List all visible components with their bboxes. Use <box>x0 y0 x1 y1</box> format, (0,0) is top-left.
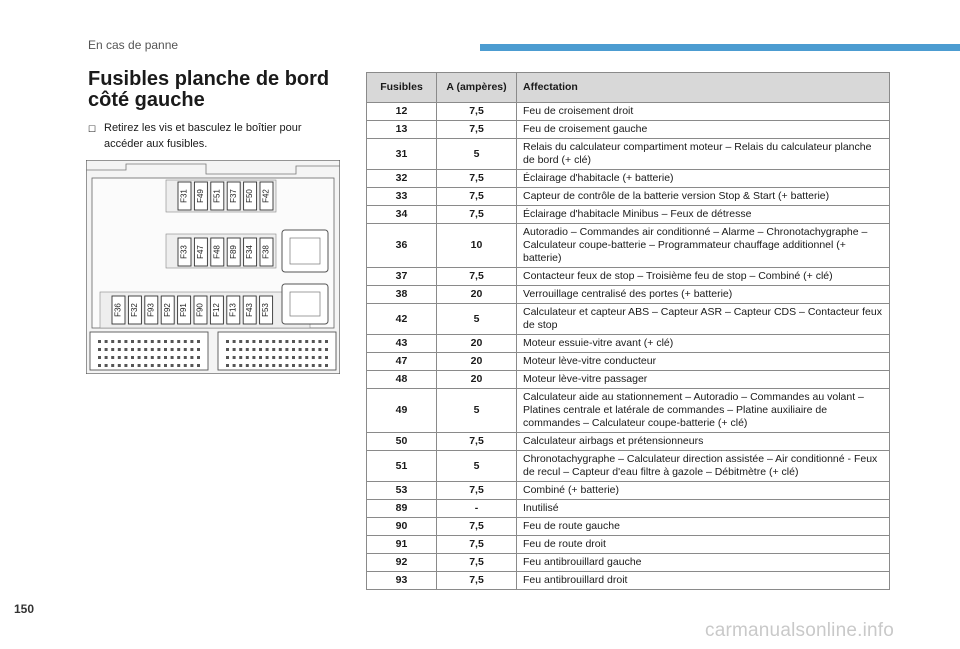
connector-pin <box>197 364 200 367</box>
connector-pin <box>325 348 328 351</box>
fuse-amperage: 20 <box>437 353 517 371</box>
connector-pin <box>299 364 302 367</box>
connector-pin <box>171 356 174 359</box>
connector-pin <box>111 356 114 359</box>
connector-pin <box>299 348 302 351</box>
connector-pin <box>118 356 121 359</box>
fuse-amperage: 7,5 <box>437 518 517 536</box>
connector-pin <box>239 348 242 351</box>
connector-pin <box>325 340 328 343</box>
connector-pin <box>118 364 121 367</box>
connector-pin <box>111 364 114 367</box>
fuse-number: 42 <box>367 304 437 335</box>
fuse-label: F34 <box>245 245 255 259</box>
fuse-number: 33 <box>367 188 437 206</box>
table-row <box>367 371 890 389</box>
fuse-amperage: 7,5 <box>437 121 517 139</box>
connector-pin <box>124 348 127 351</box>
section-header: En cas de panne <box>88 38 179 52</box>
connector-pin <box>164 364 167 367</box>
fuse-label: F13 <box>228 303 238 317</box>
fuse-number: 43 <box>367 335 437 353</box>
fuse-amperage: 7,5 <box>437 188 517 206</box>
table-row <box>367 286 890 304</box>
connector-pin <box>131 340 134 343</box>
fuse-number: 48 <box>367 371 437 389</box>
fuse-label: F49 <box>196 189 206 203</box>
fuse-number: 34 <box>367 206 437 224</box>
connector-pin <box>105 348 108 351</box>
fuse-amperage: - <box>437 500 517 518</box>
fuse-label: F31 <box>179 189 189 203</box>
connector-pin <box>305 356 308 359</box>
fuse-number: 31 <box>367 139 437 170</box>
fuse-label: F48 <box>212 245 222 259</box>
connector-pin <box>226 340 229 343</box>
connector-pin <box>272 340 275 343</box>
connector-pin <box>279 364 282 367</box>
connector-pin <box>118 348 121 351</box>
connector-pin <box>177 364 180 367</box>
fuse-label: F42 <box>261 189 271 203</box>
fuse-amperage: 10 <box>437 224 517 268</box>
fuse-label: F38 <box>261 245 271 259</box>
table-row <box>367 482 890 500</box>
connector-pin <box>305 364 308 367</box>
table-row <box>367 353 890 371</box>
connector-pin <box>144 348 147 351</box>
fuse-assignment: Contacteur feux de stop – Troisième feu de stop – Combiné (+ clé) <box>517 268 890 286</box>
connector-pin <box>190 364 193 367</box>
connector-pin <box>312 364 315 367</box>
fuse-assignment: Moteur lève-vitre passager <box>517 371 890 389</box>
fuse-number: 89 <box>367 500 437 518</box>
connector-pin <box>246 340 249 343</box>
fuse-label: F53 <box>261 303 271 317</box>
watermark: carmanualsonline.info <box>705 620 895 641</box>
connector-pin <box>252 348 255 351</box>
header-accent-bar <box>480 44 960 51</box>
connector-pin <box>164 340 167 343</box>
connector-pin <box>144 364 147 367</box>
connector-pin <box>292 364 295 367</box>
connector-pin <box>233 364 236 367</box>
connector-pin <box>197 348 200 351</box>
connector-pin <box>312 356 315 359</box>
connector-pin <box>105 340 108 343</box>
connector-pin <box>266 348 269 351</box>
fuse-number: 38 <box>367 286 437 304</box>
connector-pin <box>233 348 236 351</box>
fuse-assignment: Feu antibrouillard gauche <box>517 554 890 572</box>
fuse-label: F43 <box>244 303 254 317</box>
column-header-assignment: Affectation <box>517 73 890 103</box>
fuse-amperage: 20 <box>437 335 517 353</box>
fuse-number: 91 <box>367 536 437 554</box>
fuse-label: F93 <box>146 303 156 317</box>
fuse-number: 13 <box>367 121 437 139</box>
fuse-assignment: Feu antibrouillard droit <box>517 572 890 590</box>
connector-pin <box>305 348 308 351</box>
connector-pin <box>105 364 108 367</box>
fuse-label: F12 <box>212 303 222 317</box>
connector-pin <box>98 364 101 367</box>
connector-pin <box>157 356 160 359</box>
connector-pin <box>111 340 114 343</box>
connector-pin <box>279 348 282 351</box>
connector-pin <box>138 348 141 351</box>
connector-pin <box>111 348 114 351</box>
connector-pin <box>292 348 295 351</box>
connector-pin <box>299 340 302 343</box>
connector-pin <box>184 348 187 351</box>
fuse-amperage: 7,5 <box>437 433 517 451</box>
fuse-assignment: Relais du calculateur compartiment moteur – Relais du calculateur planche de bord (+ clé) <box>517 139 890 170</box>
connector-pin <box>259 340 262 343</box>
connector-pin <box>184 356 187 359</box>
connector-pin <box>246 348 249 351</box>
fuse-assignment: Verrouillage centralisé des portes (+ batterie) <box>517 286 890 304</box>
connector-pin <box>246 356 249 359</box>
connector-pin <box>177 348 180 351</box>
table-row <box>367 389 890 433</box>
connector-pin <box>118 340 121 343</box>
connector-pin <box>124 340 127 343</box>
connector-pin <box>226 356 229 359</box>
connector-pin <box>131 356 134 359</box>
fuse-number: 36 <box>367 224 437 268</box>
connector-pin <box>226 364 229 367</box>
fuse-assignment: Chronotachygraphe – Calculateur direction assistée – Air conditionné - Feux de recul – Capteur d'eau filtre à gazole – Débitmètre (+ clé) <box>517 451 890 482</box>
connector-pin <box>131 364 134 367</box>
connector-pin <box>299 356 302 359</box>
connector-pin <box>279 356 282 359</box>
connector-pin <box>312 348 315 351</box>
fuse-amperage: 7,5 <box>437 536 517 554</box>
connector-pin <box>285 348 288 351</box>
fuse-table <box>366 72 890 590</box>
fuse-number: 92 <box>367 554 437 572</box>
connector-pin <box>318 340 321 343</box>
connector-pin <box>171 348 174 351</box>
connector-pin <box>239 364 242 367</box>
connector-pin <box>318 348 321 351</box>
connector-pin <box>98 348 101 351</box>
fuse-assignment: Calculateur et capteur ABS – Capteur ASR – Capteur CDS – Contacteur feux de stop <box>517 304 890 335</box>
instruction-item <box>88 120 338 152</box>
fuse-assignment: Calculateur airbags et prétensionneurs <box>517 433 890 451</box>
connector-pin <box>246 364 249 367</box>
fuse-assignment: Capteur de contrôle de la batterie version Stop & Start (+ batterie) <box>517 188 890 206</box>
table-row <box>367 335 890 353</box>
connector-pin <box>266 356 269 359</box>
connector-pin <box>164 348 167 351</box>
connector-pin <box>233 356 236 359</box>
fuse-amperage: 7,5 <box>437 170 517 188</box>
connector-pin <box>312 340 315 343</box>
column-header-fuses: Fusibles <box>367 73 437 103</box>
connector-pin <box>164 356 167 359</box>
connector-pin <box>184 340 187 343</box>
fuse-table-body <box>367 103 890 590</box>
fuse-assignment: Feu de route gauche <box>517 518 890 536</box>
fuse-assignment: Autoradio – Commandes air conditionné – Alarme – Chronotachygraphe – Calculateur coupe-batterie – Programmateur chauffage additionnel (+ batterie) <box>517 224 890 268</box>
fuse-label: F47 <box>196 245 206 259</box>
table-row <box>367 451 890 482</box>
fuse-amperage: 5 <box>437 389 517 433</box>
connector-pin <box>157 348 160 351</box>
fuse-assignment: Feu de croisement gauche <box>517 121 890 139</box>
fuse-assignment: Éclairage d'habitacle Minibus – Feux de détresse <box>517 206 890 224</box>
connector-pin <box>272 348 275 351</box>
table-row <box>367 206 890 224</box>
fuse-label: F33 <box>179 245 189 259</box>
table-row <box>367 536 890 554</box>
fuse-label: F32 <box>130 303 140 317</box>
fuse-amperage: 5 <box>437 451 517 482</box>
fuse-number: 12 <box>367 103 437 121</box>
connector-pin <box>252 340 255 343</box>
connector-pin <box>266 364 269 367</box>
fuse-assignment: Feu de route droit <box>517 536 890 554</box>
connector-pin <box>279 340 282 343</box>
table-row <box>367 518 890 536</box>
connector-pin <box>138 364 141 367</box>
connector-pin <box>272 356 275 359</box>
fuse-number: 51 <box>367 451 437 482</box>
connector-pin <box>124 364 127 367</box>
table-row <box>367 170 890 188</box>
fuse-label: F92 <box>162 303 172 317</box>
connector-pin <box>318 356 321 359</box>
connector-pin <box>318 364 321 367</box>
fuse-assignment: Feu de croisement droit <box>517 103 890 121</box>
table-row <box>367 224 890 268</box>
connector-pin <box>98 340 101 343</box>
connector-pin <box>259 364 262 367</box>
fuse-number: 53 <box>367 482 437 500</box>
connector-pin <box>259 348 262 351</box>
fuse-assignment: Inutilisé <box>517 500 890 518</box>
connector-pin <box>190 340 193 343</box>
table-row <box>367 433 890 451</box>
connector-pin <box>226 348 229 351</box>
fuse-label: F36 <box>113 303 123 317</box>
fuse-number: 49 <box>367 389 437 433</box>
connector-pin <box>144 356 147 359</box>
fuse-amperage: 7,5 <box>437 554 517 572</box>
connector-pin <box>171 340 174 343</box>
connector-pin <box>105 356 108 359</box>
connector-pin <box>138 356 141 359</box>
fuse-amperage: 7,5 <box>437 103 517 121</box>
connector-pin <box>157 340 160 343</box>
connector-pin <box>239 356 242 359</box>
fuse-amperage: 5 <box>437 304 517 335</box>
fuse-number: 50 <box>367 433 437 451</box>
fuse-label: F89 <box>228 245 238 259</box>
connector-pin <box>285 364 288 367</box>
table-header-row <box>367 73 890 103</box>
connector-pin <box>239 340 242 343</box>
connector-pin <box>151 364 154 367</box>
table-row <box>367 572 890 590</box>
connector-pin <box>305 340 308 343</box>
fuse-number: 32 <box>367 170 437 188</box>
connector-pin <box>151 348 154 351</box>
fuse-assignment: Moteur lève-vitre conducteur <box>517 353 890 371</box>
connector-pin <box>285 340 288 343</box>
connector-pin <box>138 340 141 343</box>
fuse-amperage: 7,5 <box>437 572 517 590</box>
fuse-assignment: Moteur essuie-vitre avant (+ clé) <box>517 335 890 353</box>
fuse-assignment: Éclairage d'habitacle (+ batterie) <box>517 170 890 188</box>
fuse-amperage: 20 <box>437 286 517 304</box>
fuse-number: 37 <box>367 268 437 286</box>
connector-pin <box>292 356 295 359</box>
fuse-amperage: 7,5 <box>437 482 517 500</box>
connector-pin <box>266 340 269 343</box>
fuse-assignment: Calculateur aide au stationnement – Autoradio – Commandes au volant – Platines centrale et latérale de commandes – Platine auxiliaire de commandes – Calculateur coupe-batterie (+ clé) <box>517 389 890 433</box>
connector-pin <box>144 340 147 343</box>
connector-pin <box>233 340 236 343</box>
fuse-label: F90 <box>195 303 205 317</box>
table-row <box>367 121 890 139</box>
connector-pin <box>272 364 275 367</box>
table-row <box>367 188 890 206</box>
connector-pin <box>325 364 328 367</box>
connector-pin <box>124 356 127 359</box>
connector-pin <box>285 356 288 359</box>
table-row <box>367 500 890 518</box>
connector-pin <box>184 364 187 367</box>
table-row <box>367 554 890 572</box>
connector-pin <box>197 340 200 343</box>
connector-pin <box>190 356 193 359</box>
table-row <box>367 304 890 335</box>
connector-pin <box>252 356 255 359</box>
fuse-label: F37 <box>228 189 238 203</box>
fuse-label: F50 <box>245 189 255 203</box>
column-header-amperes: A (ampères) <box>437 73 517 103</box>
fuse-label: F91 <box>179 303 189 317</box>
instruction-text: Retirez les vis et basculez le boîtier pour accéder aux fusibles. <box>104 122 302 150</box>
fuse-assignment: Combiné (+ batterie) <box>517 482 890 500</box>
connector-pin <box>259 356 262 359</box>
page-number: 150 <box>14 602 35 616</box>
table-row <box>367 268 890 286</box>
fuse-number: 90 <box>367 518 437 536</box>
fusebox-illustration <box>86 160 340 374</box>
fuse-label: F51 <box>212 189 222 203</box>
fuse-amperage: 7,5 <box>437 206 517 224</box>
connector-pin <box>131 348 134 351</box>
fuse-number: 47 <box>367 353 437 371</box>
connector-pin <box>177 340 180 343</box>
connector-pin <box>157 364 160 367</box>
checkbox-bullet-icon: ☐ <box>88 124 97 134</box>
fuse-amperage: 7,5 <box>437 268 517 286</box>
fuse-amperage: 5 <box>437 139 517 170</box>
connector-pin <box>151 340 154 343</box>
page-title: Fusibles planche de bord côté gauche <box>88 68 330 111</box>
connector-pin <box>292 340 295 343</box>
fuse-amperage: 20 <box>437 371 517 389</box>
fuse-number: 93 <box>367 572 437 590</box>
connector-pin <box>252 364 255 367</box>
connector-pin <box>151 356 154 359</box>
table-row <box>367 139 890 170</box>
connector-pin <box>197 356 200 359</box>
connector-pin <box>98 356 101 359</box>
connector-pin <box>190 348 193 351</box>
table-row <box>367 103 890 121</box>
connector-pin <box>177 356 180 359</box>
connector-pin <box>171 364 174 367</box>
connector-pin <box>325 356 328 359</box>
